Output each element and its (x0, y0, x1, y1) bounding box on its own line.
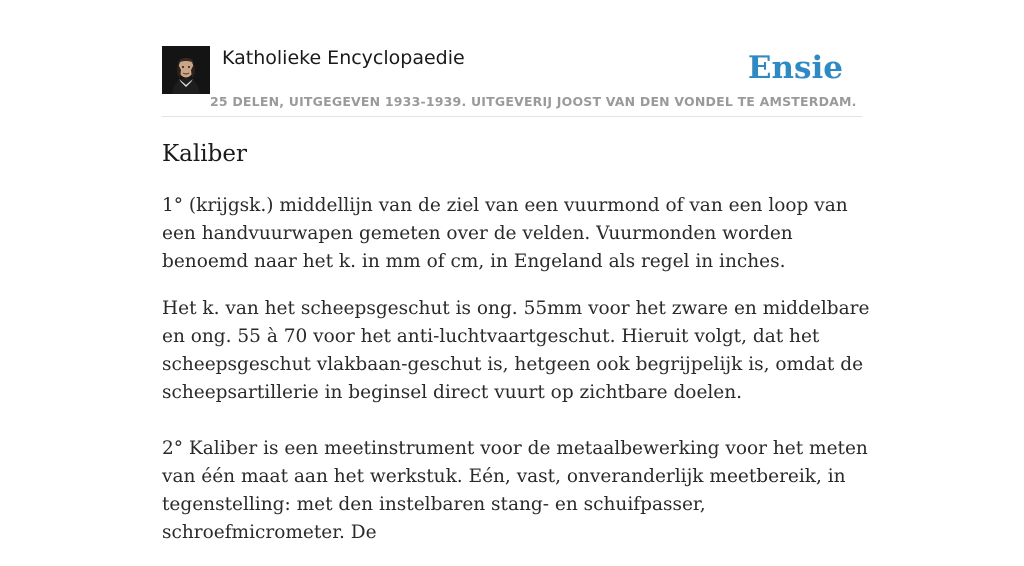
source-title[interactable]: Katholieke Encyclopaedie (222, 47, 465, 69)
article-paragraph-3: 2° Kaliber is een meetinstrument voor de metaalbewerking voor het meten van één maat aan het werkstuk. Eén, vast, onveranderlijk meetbereik, in tegenstelling: met den instelbaren stang- en schuifpasser, schroefmicrometer. De (162, 438, 868, 543)
source-subtitle: 25 DELEN, UITGEGEVEN 1933-1939. UITGEVERIJ JOOST VAN DEN VONDEL TE AMSTERDAM. (210, 94, 857, 109)
source-header (162, 46, 862, 117)
article-title: Kaliber (162, 141, 247, 167)
portrait-icon (162, 46, 210, 94)
article-paragraph-1: 1° (krijgsk.) middellijn van de ziel van een vuurmond of van een loop van een handvuurwapen gemeten over de velden. Vuurmonden worden benoemd naar het k. in mm of cm, in Engeland als regel in inches. (162, 195, 848, 272)
article-paragraph-2: Het k. van het scheepsgeschut is ong. 55mm voor het zware en middelbare en ong. 55 à 70 voor het anti-luchtvaartgeschut. Hieruit volgt, dat het scheepsgeschut vlakbaan-geschut is, hetgeen ook begrijpelijk is, omdat de scheepsartillerie in beginsel direct vuurt op zichtbare doelen. (162, 298, 870, 403)
source-avatar[interactable] (162, 46, 210, 94)
ensie-logo-link[interactable]: Ensie (747, 50, 843, 86)
article (162, 138, 872, 566)
